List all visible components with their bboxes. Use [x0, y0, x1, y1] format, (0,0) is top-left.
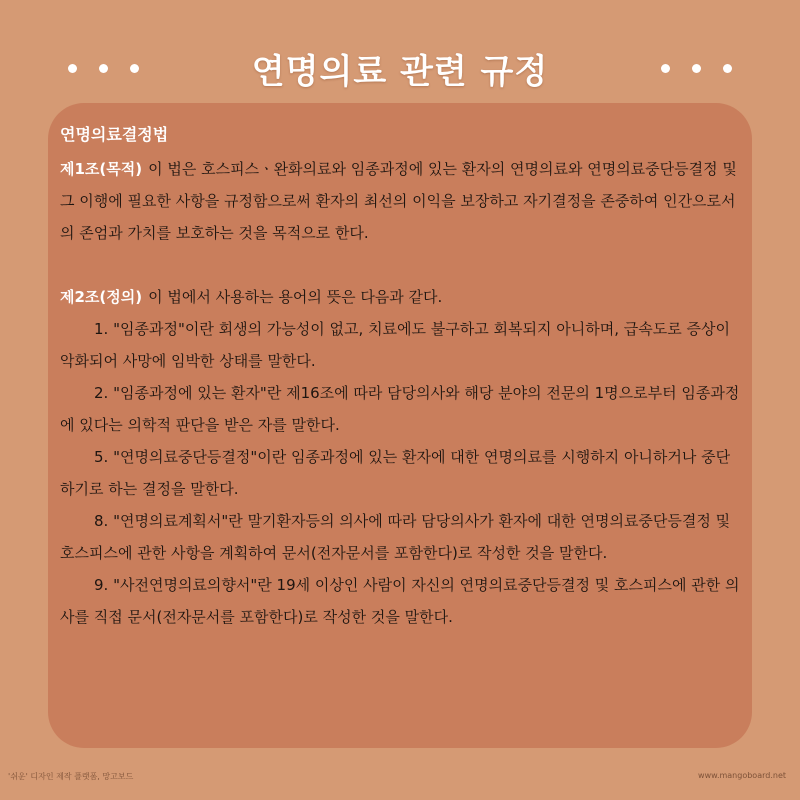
content-panel [48, 103, 752, 748]
article-2-label: 제2조(정의) [60, 288, 143, 306]
footer-url: www.mangoboard.net [698, 771, 786, 780]
article-2-text: 이 법에서 사용하는 용어의 뜻은 다음과 같다. [148, 288, 443, 306]
article-1-text: 이 법은 호스피스ㆍ완화의료와 임종과정에 있는 환자의 연명의료와 연명의료중단등결정 및 그 이행에 필요한 사항을 규정함으로써 환자의 최선의 이익을 보장하고 자기결정을 존중하여 인간으로서의 존엄과 가치를 보호하는 것을 목적으로 한다. [60, 160, 737, 242]
footer-credit: '쉬운' 디자인 제작 플랫폼, 망고보드 [8, 772, 134, 781]
dot-icon [661, 64, 670, 73]
definition-item: 8. "연명의료계획서"란 말기환자등의 의사에 따라 담당의사가 환자에 대한 연명의료중단등결정 및 호스피스에 관한 사항을 계획하여 문서(전자문서를 포함한다)로 작성한 것을 말한다. [60, 512, 731, 562]
spacer [60, 249, 742, 281]
article-2 [60, 281, 742, 313]
law-heading: 연명의료결정법 [60, 125, 169, 144]
dot-icon [692, 64, 701, 73]
dot-icon [723, 64, 732, 73]
article-1-label: 제1조(목적) [60, 160, 143, 178]
article-1 [60, 153, 742, 249]
definition-item: 1. "임종과정"이란 회생의 가능성이 없고, 치료에도 불구하고 회복되지 아니하며, 급속도로 증상이 악화되어 사망에 임박한 상태를 말한다. [60, 320, 730, 370]
page-title: 연명의료 관련 규정 [251, 52, 549, 92]
definition-item: 2. "임종과정에 있는 환자"란 제16조에 따라 담당의사와 해당 분야의 전문의 1명으로부터 임종과정에 있다는 의학적 판단을 받은 자를 말한다. [60, 384, 740, 434]
definition-item: 9. "사전연명의료의향서"란 19세 이상인 사람이 자신의 연명의료중단등결정 및 호스피스에 관한 의사를 직접 문서(전자문서를 포함한다)로 작성한 것을 말한다. [60, 576, 740, 626]
definition-item: 5. "연명의료중단등결정"이란 임종과정에 있는 환자에 대한 연명의료를 시행하지 아니하거나 중단하기로 하는 결정을 말한다. [60, 448, 731, 498]
decorative-dots-right [661, 64, 732, 73]
